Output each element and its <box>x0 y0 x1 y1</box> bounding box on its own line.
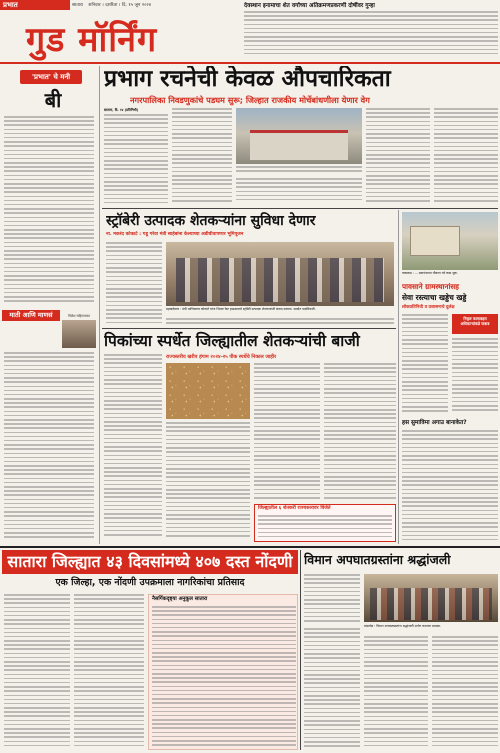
lead-photo <box>236 108 362 164</box>
sidebar-section-label: 'प्रभात' चे मनी <box>20 70 82 84</box>
winners-box <box>254 504 396 542</box>
bottom-left-col-2 <box>74 594 144 750</box>
story2-rule <box>102 328 396 329</box>
masthead-title-text: गुड मॉर्निंग <box>26 20 158 60</box>
bottom-divider <box>300 550 301 750</box>
top-headline: देवस्थान इनामाचा शेत वर्गाच्या अतिक्रमणप्रकरणी दोषींवर गुन्हा <box>244 3 375 9</box>
lead-col-5 <box>434 108 498 206</box>
date-line: शनिवार । दशरिता । दि. १५ जून २०२४ <box>88 3 152 8</box>
bottom-right-col-1 <box>304 574 360 624</box>
right-headline-2: सेवा रस्त्याचा खड्डेच खड्डे <box>402 293 467 302</box>
bottom-left-col-1 <box>4 594 70 750</box>
tribute-crowd <box>370 588 492 620</box>
bottom-right-headline: विमान अपघातग्रस्तांना श्रद्धांजली <box>304 552 451 567</box>
winners-box-text <box>258 515 392 541</box>
sidebar-rule <box>99 66 100 544</box>
bottom-right-col-2 <box>304 628 360 750</box>
brand-logo: प्रभात <box>3 1 18 9</box>
right-photo <box>402 212 498 270</box>
story2-col-2 <box>166 318 394 326</box>
bottom-section-rule <box>0 546 500 548</box>
right-subhead: लोकप्रतिनिधी व प्रशासनाचे दुर्लक्ष <box>402 305 455 310</box>
story3-subhead: राज्यस्तरीय खरीप हंगाम २०२४-२५ पीक स्पर्धेचे निकाल जाहीर <box>166 354 277 360</box>
story2-subhead: ना. मकरंद कोकाटे : गडू गरेवा मंत्री साहेबांना केल्याच्या अडीचीवापणार भूमिपूजन <box>106 232 244 237</box>
bottom-left-headline: सातारा जिल्ह्यात ४३ दिवसांमध्ये ४०७ दस्त नोंदणी <box>2 550 298 574</box>
column-text <box>4 352 94 542</box>
right-side-label: निकृष्ट कामाबद्दल अधिकाऱ्यांकडे जबाब <box>452 314 498 334</box>
author-photo <box>62 320 96 348</box>
story2-photo-caption: महाबळेश्वर : मंत्री माणिकराव कोकाटे यांना भिलार रेस्ट हाऊसमध्ये स्ट्रॉबेरी उत्पादक शेतकऱ्यांशी संवाद साधला. समवेत पदाधिकारी. <box>166 307 316 311</box>
right-col-3 <box>402 430 498 544</box>
column-box-title: माती आणि माणसं <box>2 310 60 321</box>
lead-rule <box>102 208 498 209</box>
lead-dateline: सातारा, दि. १४ (प्रतिनिधी) <box>104 108 139 112</box>
bottom-right-col-4 <box>432 636 498 750</box>
story2-col-1 <box>106 242 162 326</box>
column-author: निलेश महिगावकर <box>68 314 90 318</box>
bottom-right-col-3 <box>364 636 428 750</box>
lead-subhead: नगरपालिका निवडणुकांचे पडघम सुरू; जिल्हात राजकीय मोर्चेबांधणीला येणार वेग <box>130 95 370 105</box>
brand-strip <box>0 0 70 10</box>
top-story-text <box>244 11 498 59</box>
story3-col-1 <box>104 354 162 542</box>
bottom-left-box <box>148 594 298 750</box>
edition-name: सातारा <box>72 3 83 8</box>
lead-col-2 <box>172 108 232 206</box>
right-col-1 <box>402 314 448 414</box>
lead-photo-caption <box>236 166 362 176</box>
right-col-2 <box>452 338 498 414</box>
bottom-left-box-title: नैसर्गिकदृष्ट्या अनुकूल सातारा <box>152 596 208 602</box>
right-photo-building <box>410 226 460 256</box>
tribute-photo <box>364 574 498 622</box>
right-column-rule <box>398 210 399 544</box>
right-bottom-headline: हस सुमाविमा अगाउ बानाकेत? <box>402 420 467 426</box>
sidebar-article-text <box>4 116 94 306</box>
building-shape <box>250 130 348 160</box>
masthead-rule <box>0 62 500 64</box>
sidebar-big-letter: बी <box>44 88 62 112</box>
edition-line <box>72 1 232 10</box>
winners-box-title: जिल्ह्यातील ६ शेतकरी राज्यस्तरावर विजेते <box>258 506 331 511</box>
lead-col-1 <box>104 114 168 206</box>
lead-col-4 <box>366 108 430 206</box>
lead-headline: प्रभाग रचनेची केवळ औपचारिकता <box>104 66 391 92</box>
people-group <box>176 258 384 302</box>
masthead <box>0 0 500 62</box>
story2-photo <box>166 242 394 306</box>
masthead-title <box>26 18 226 62</box>
right-headline-1: पावसाने ग्रामस्थानांसह <box>402 282 459 291</box>
story3-col-2 <box>254 363 320 503</box>
story3-col-3 <box>166 422 250 542</box>
bottom-left-subhead: एक जिल्हा, एक नोंदणी उपक्रमाला नागरिकांचा प्रतिसाद <box>55 577 245 588</box>
story2-headline: स्ट्रॉबेरी उत्पादक शेतकऱ्यांना सुविधा देणार <box>106 213 316 229</box>
lead-col-3 <box>236 178 362 206</box>
bottom-left-box-text <box>152 606 296 748</box>
tribute-photo-caption: मांढरदेव : विमान अपघातग्रस्तांना श्रद्धांजली अर्पण करताना ग्रामस्थ. <box>364 624 441 628</box>
story3-col-4 <box>324 363 396 503</box>
right-photo-caption: वाकळस : ... ग्रामपंचायत चौकात नवे काम सुरू. <box>402 271 458 275</box>
grain-photo <box>166 363 250 419</box>
story3-headline: पिकांच्या स्पर्धेत जिल्ह्यातील शेतकऱ्यांची बाजी <box>104 332 360 350</box>
sidebar <box>0 66 98 546</box>
